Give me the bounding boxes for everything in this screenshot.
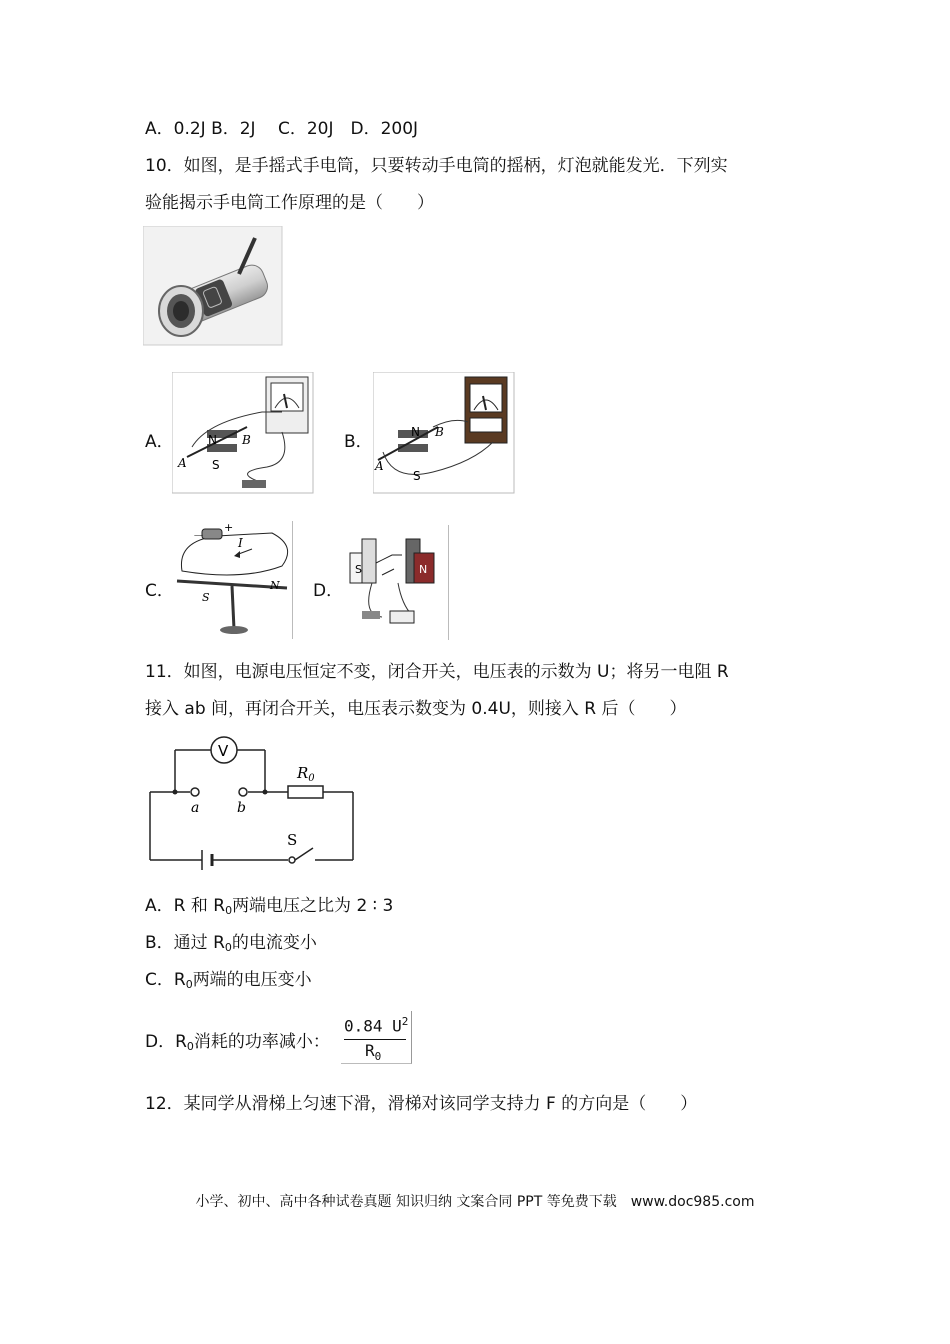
switch-label: S: [287, 831, 298, 849]
q11-circuit-diagram: [145, 732, 360, 872]
q12-stem: 12．某同学从滑梯上匀速下滑，滑梯对该同学支持力 F 的方向是（ ）: [145, 1094, 698, 1114]
q10-option-a-figure: [172, 372, 314, 494]
label-s: S: [212, 458, 220, 472]
label-n: N: [411, 425, 420, 439]
power-fraction: [341, 1011, 412, 1064]
point-a-label: a: [191, 800, 200, 816]
fraction-bar: [344, 1039, 406, 1040]
q11-option-a: A．R 和 $R_0$两端电压之比为 2 ∶ 3: [145, 896, 394, 917]
q10-option-c-label: C．: [145, 581, 174, 601]
q11-option-d: D．$R_0$消耗的功率减小：: [145, 1032, 330, 1053]
fraction-numerator: 0.84 $U^2$: [344, 1015, 409, 1036]
q10-option-b-label: B．: [344, 432, 373, 452]
q10-option-c-figure: [172, 521, 294, 641]
point-b-label: b: [237, 800, 246, 816]
q9-options: A．0.2J B．2J C．20J D．200J: [145, 119, 419, 139]
fraction-denominator: $R_0$: [365, 1041, 382, 1063]
label-n: N: [270, 579, 280, 592]
label-b: B: [435, 425, 444, 439]
q10-stem-line2: 验能揭示手电筒工作原理的是（ ）: [145, 193, 434, 213]
label-a: A: [178, 456, 187, 470]
q10-stem-line1: 10．如图，是手摇式手电筒，只要转动手电筒的摇柄，灯泡就能发光．下列实: [145, 156, 728, 176]
q11-stem-line2: 接入 ab 间，再闭合开关，电压表示数变为 0.4U，则接入 R 后（ ）: [145, 699, 687, 719]
label-plus: +: [224, 521, 234, 534]
page-footer: 小学、初中、高中各种试卷真题 知识归纳 文案合同 PPT 等免费下载 www.doc985.com: [195, 1194, 755, 1210]
q10-option-d-figure: [342, 525, 450, 641]
q11-stem-line1: 11．如图，电源电压恒定不变，闭合开关，电压表的示数为 U；将另一电阻 R: [145, 662, 729, 682]
label-n: N: [419, 563, 428, 576]
q10-option-b-figure: [373, 372, 515, 494]
q11-option-c: C．$R_0$两端的电压变小: [145, 970, 312, 991]
label-s: S: [355, 563, 362, 576]
label-s: S: [202, 591, 210, 604]
label-a: A: [375, 459, 384, 473]
voltmeter-label: V: [218, 742, 229, 760]
label-n: N: [208, 433, 217, 447]
label-s: S: [413, 469, 421, 483]
q10-option-d-label: D．: [313, 581, 344, 601]
flashlight-image: [143, 226, 283, 346]
q11-option-b: B．通过 $R_0$的电流变小: [145, 933, 317, 954]
label-b: B: [242, 433, 251, 447]
label-current: I: [238, 536, 243, 550]
label-minus: －: [193, 529, 204, 542]
resistor-label: $R_0$: [297, 764, 315, 784]
q10-option-a-label: A．: [145, 432, 174, 452]
